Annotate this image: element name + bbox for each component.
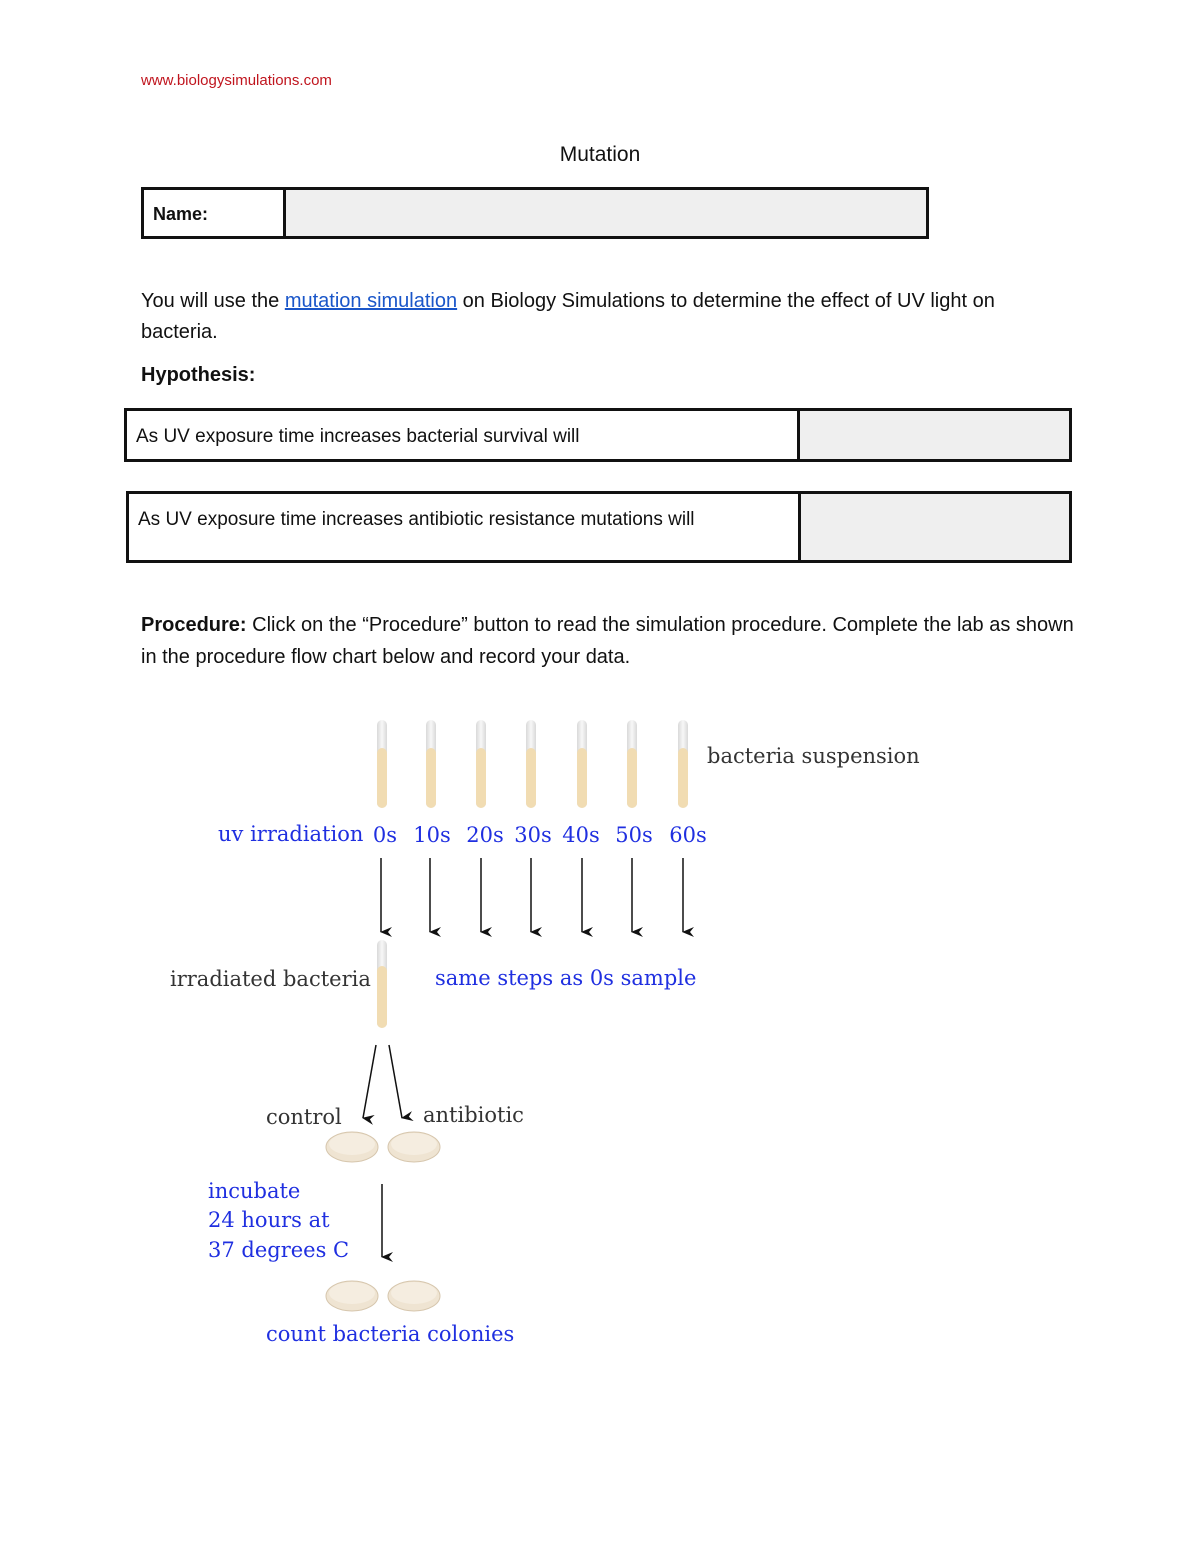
hypothesis-answer-field[interactable]	[801, 494, 1069, 560]
petri-dish-antibiotic	[388, 1132, 440, 1162]
mutation-simulation-link[interactable]: mutation simulation	[284, 290, 458, 312]
hypothesis-statement: As UV exposure time increases bacterial survival will	[127, 411, 800, 459]
time-label: 10s	[413, 823, 451, 847]
incubate-line: 24 hours at	[208, 1208, 330, 1232]
irradiation-arrows	[381, 858, 683, 932]
test-tube	[526, 720, 536, 808]
procedure-text: Click on the “Procedure” button to read the simulation procedure. Complete the lab as shown in the procedure flow chart below and record your data.	[141, 614, 1074, 668]
control-label: control	[266, 1105, 342, 1129]
name-label: Name:	[144, 190, 286, 236]
count-colonies-label: count bacteria colonies	[266, 1322, 515, 1346]
time-label: 0s	[372, 823, 398, 847]
page-title: Mutation	[559, 143, 641, 166]
intro-text-after: on Biology Simulations to determine the effect of UV light on bacteria.	[141, 290, 995, 343]
procedure-flowchart	[0, 700, 1200, 1380]
irradiated-tube	[377, 940, 387, 1028]
same-steps-label: same steps as 0s sample	[435, 966, 697, 990]
antibiotic-label: antibiotic	[423, 1103, 524, 1127]
test-tube	[627, 720, 637, 808]
time-label: 30s	[514, 823, 552, 847]
time-labels	[373, 823, 707, 847]
split-arrows	[363, 1045, 402, 1118]
test-tube	[426, 720, 436, 808]
procedure-heading: Procedure:	[141, 614, 247, 636]
petri-dish-incubated	[388, 1281, 440, 1311]
hypothesis-heading: Hypothesis:	[141, 364, 256, 386]
bacteria-suspension-label: bacteria suspension	[707, 744, 920, 768]
hypothesis-row	[124, 408, 1072, 462]
hypothesis-answer-field[interactable]	[800, 411, 1069, 459]
petri-dish-incubated	[326, 1281, 378, 1311]
name-table	[141, 187, 929, 239]
incubate-line: 37 degrees C	[208, 1238, 350, 1262]
test-tube	[476, 720, 486, 808]
tube-row	[377, 720, 688, 808]
hypothesis-statement: As UV exposure time increases antibiotic resistance mutations will	[129, 494, 801, 560]
arrow-to-control	[363, 1045, 376, 1118]
intro-text-before: You will use the	[141, 290, 285, 312]
procedure-paragraph	[141, 609, 1076, 673]
time-label: 60s	[669, 823, 707, 847]
test-tube	[678, 720, 688, 808]
site-url[interactable]: www.biologysimulations.com	[141, 72, 332, 89]
irradiated-bacteria-label: irradiated bacteria	[170, 967, 371, 991]
incubate-line: incubate	[208, 1179, 301, 1203]
petri-dish-control	[326, 1132, 378, 1162]
incubate-instructions	[208, 1179, 349, 1262]
time-label: 20s	[466, 823, 504, 847]
hypothesis-row	[126, 491, 1072, 563]
test-tube	[577, 720, 587, 808]
intro-paragraph	[141, 286, 1071, 348]
time-label: 50s	[615, 823, 653, 847]
uv-irradiation-label: uv irradiation	[218, 822, 364, 846]
arrow-to-antibiotic	[389, 1045, 402, 1118]
name-input[interactable]	[286, 190, 926, 236]
time-label: 40s	[562, 823, 600, 847]
test-tube	[377, 720, 387, 808]
